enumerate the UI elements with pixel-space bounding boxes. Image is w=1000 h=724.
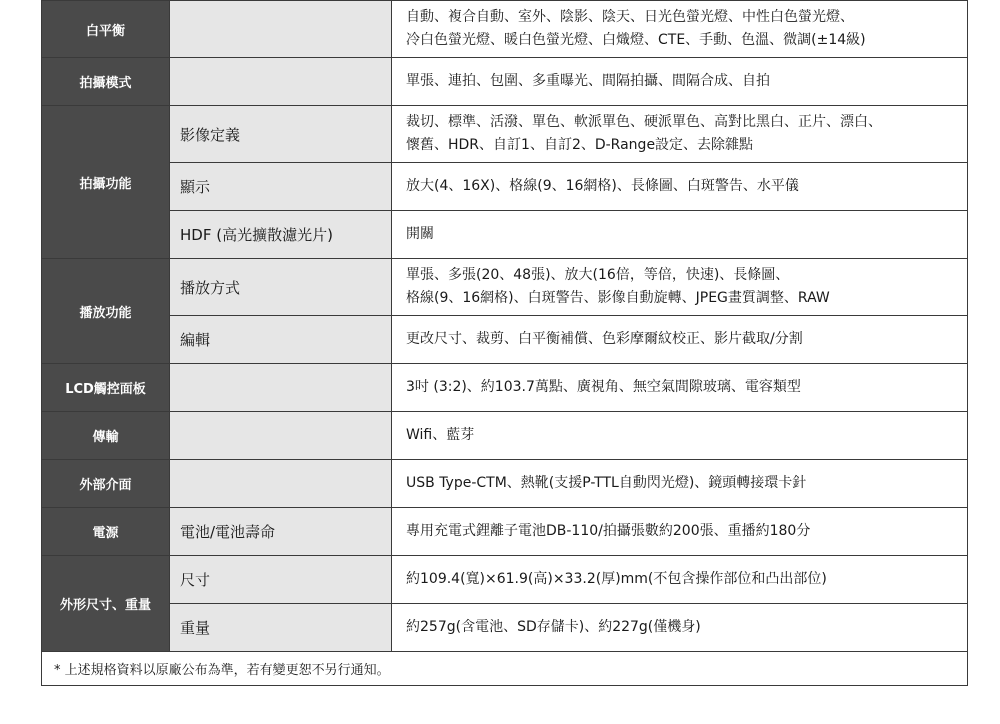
value-image-definition xyxy=(392,106,968,163)
subcategory-edit: 編輯 xyxy=(170,316,392,364)
table-row xyxy=(42,412,968,460)
value-hdf: 開關 xyxy=(392,211,968,259)
value-size: 約109.4(寬)×61.9(高)×33.2(厚)mm(不包含操作部位和凸出部位) xyxy=(392,556,968,604)
value-transfer: Wifi、藍芽 xyxy=(392,412,968,460)
category-white-balance: 白平衡 xyxy=(42,1,170,58)
value-line: 單張、多張(20、48張)、放大(16倍，等倍，快速)、長條圖、 xyxy=(406,267,790,283)
value-line: 裁切、標準、活潑、單色、軟派單色、硬派單色、高對比黑白、正片、漂白、 xyxy=(406,114,882,130)
value-playback-method xyxy=(392,259,968,316)
category-transfer: 傳輸 xyxy=(42,412,170,460)
subcategory-battery: 電池/電池壽命 xyxy=(170,508,392,556)
value-line: 格線(9、16網格)、白斑警告、影像自動旋轉、JPEG畫質調整、RAW xyxy=(406,290,830,306)
table-row xyxy=(42,604,968,652)
table-row xyxy=(42,1,968,58)
category-shooting-mode: 拍攝模式 xyxy=(42,58,170,106)
table-row xyxy=(42,106,968,163)
category-external-interface: 外部介面 xyxy=(42,460,170,508)
value-battery: 專用充電式鋰離子電池DB-110/拍攝張數約200張、重播約180分 xyxy=(392,508,968,556)
subcategory-empty xyxy=(170,460,392,508)
value-lcd: 3吋 (3:2)、約103.7萬點、廣視角、無空氣間隙玻璃、電容類型 xyxy=(392,364,968,412)
value-line: 冷白色螢光燈、暖白色螢光燈、白熾燈、CTE、手動、色溫、微調(±14級) xyxy=(406,32,866,48)
table-row xyxy=(42,316,968,364)
footnote-row xyxy=(42,652,968,686)
value-white-balance xyxy=(392,1,968,58)
table-row xyxy=(42,163,968,211)
category-shooting-functions: 拍攝功能 xyxy=(42,106,170,259)
subcategory-size: 尺寸 xyxy=(170,556,392,604)
table-row xyxy=(42,211,968,259)
subcategory-empty xyxy=(170,1,392,58)
table-row xyxy=(42,259,968,316)
subcategory-display: 顯示 xyxy=(170,163,392,211)
category-power: 電源 xyxy=(42,508,170,556)
subcategory-empty xyxy=(170,412,392,460)
subcategory-playback-method: 播放方式 xyxy=(170,259,392,316)
subcategory-empty xyxy=(170,364,392,412)
subcategory-empty xyxy=(170,58,392,106)
value-weight: 約257g(含電池、SD存儲卡)、約227g(僅機身) xyxy=(392,604,968,652)
table-row xyxy=(42,556,968,604)
spec-table xyxy=(41,0,968,686)
category-playback-functions: 播放功能 xyxy=(42,259,170,364)
table-row xyxy=(42,364,968,412)
subcategory-image-definition: 影像定義 xyxy=(170,106,392,163)
footnote: * 上述規格資料以原廠公布為準，若有變更恕不另行通知。 xyxy=(42,652,968,686)
value-shooting-mode: 單張、連拍、包圍、多重曝光、間隔拍攝、間隔合成、自拍 xyxy=(392,58,968,106)
subcategory-weight: 重量 xyxy=(170,604,392,652)
category-dimensions-weight: 外形尺寸、重量 xyxy=(42,556,170,652)
value-line: 懷舊、HDR、自訂1、自訂2、D-Range設定、去除雜點 xyxy=(406,137,754,153)
value-edit: 更改尺寸、裁剪、白平衡補償、色彩摩爾紋校正、影片截取/分割 xyxy=(392,316,968,364)
subcategory-hdf: HDF (高光擴散濾光片) xyxy=(170,211,392,259)
value-line: 自動、複合自動、室外、陰影、陰天、日光色螢光燈、中性白色螢光燈、 xyxy=(406,9,854,25)
value-display: 放大(4、16X)、格線(9、16網格)、長條圖、白斑警告、水平儀 xyxy=(392,163,968,211)
table-row xyxy=(42,58,968,106)
category-lcd: LCD觸控面板 xyxy=(42,364,170,412)
table-row xyxy=(42,508,968,556)
value-external-interface: USB Type-CTM、熱靴(支援P-TTL自動閃光燈)、鏡頭轉接環卡針 xyxy=(392,460,968,508)
table-row xyxy=(42,460,968,508)
